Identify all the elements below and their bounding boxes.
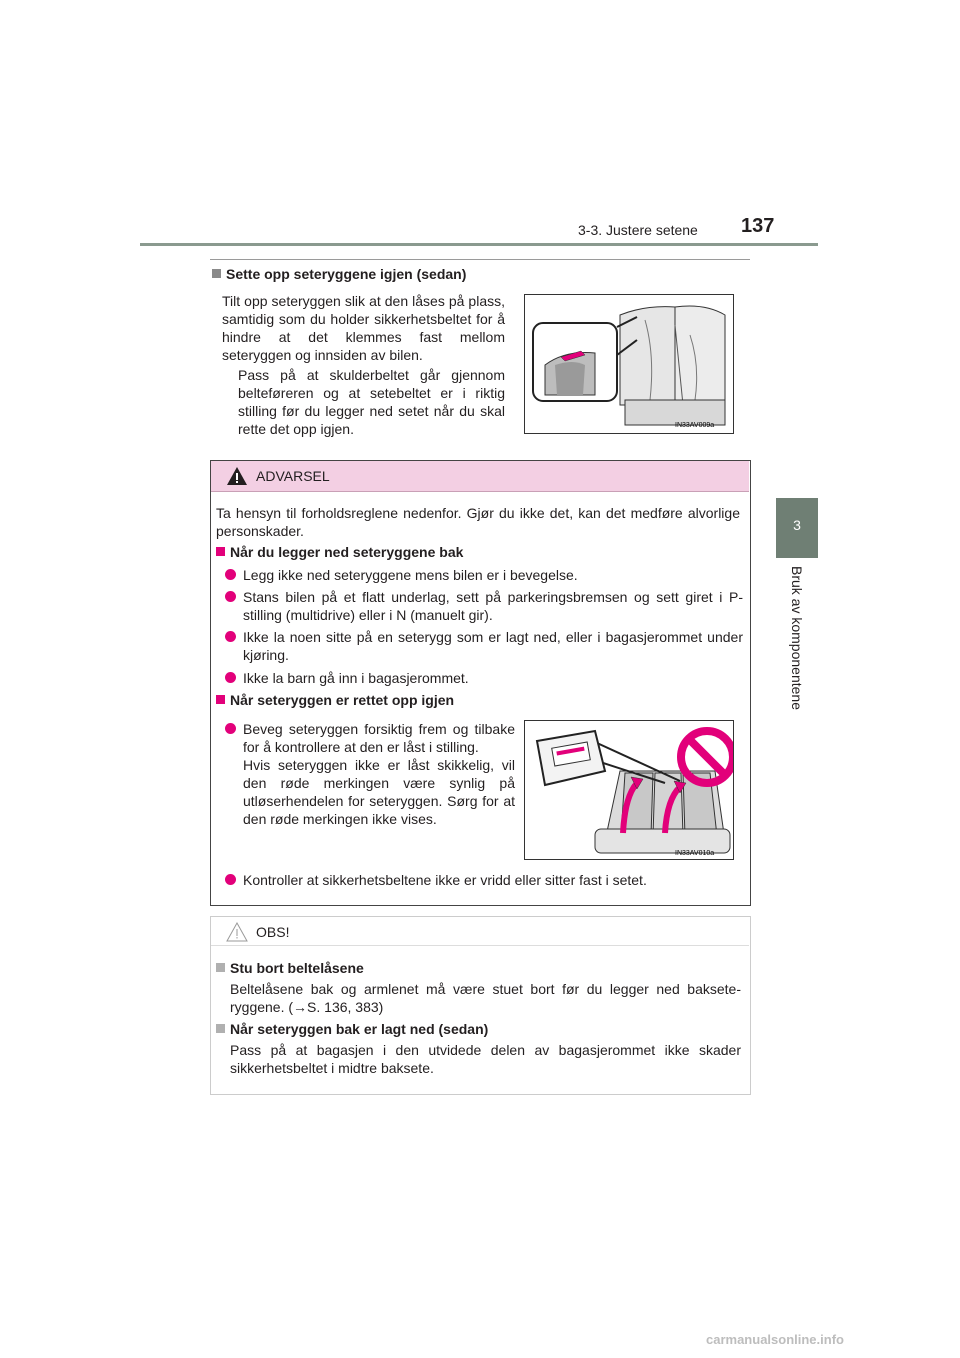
side-tab-number: 3: [793, 517, 801, 533]
side-tab-label: Bruk av komponentene: [789, 566, 805, 710]
list-item: Kontroller at sikkerhetsbeltene ikke er vridd eller sitter fast i setet.: [225, 871, 743, 889]
chapter-title: 3-3. Justere setene: [578, 222, 698, 238]
bullet-dot-icon: [225, 672, 236, 683]
page-number: 137: [741, 215, 775, 237]
notice-subheading: Stu bort beltelåsene: [216, 960, 364, 976]
notice-paragraph: Beltelåsene bak og armlenet må være stuet bort før du legger ned bakseteryggene. (→S. 136, 383): [230, 981, 741, 1015]
list-item: [225, 720, 515, 828]
warning-intro: Ta hensyn til forholdsreglene nedenfor. Gjør du ikke det, kan det medføre alvorlige personskader.: [216, 505, 740, 539]
figure-code: IN33AV010a: [675, 850, 715, 857]
notice-header: [211, 917, 749, 946]
warning-title: ADVARSEL: [256, 468, 330, 484]
list-item: Ikke la barn gå inn i bagasjerommet.: [225, 669, 743, 687]
notice-subheading: Når seteryggen bak er lagt ned (sedan): [216, 1021, 488, 1037]
bullet-dot-icon: [225, 874, 236, 885]
watermark: carmanualsonline.info: [706, 1332, 844, 1347]
warning-subheading: Når seteryggen er rettet opp igjen: [216, 692, 454, 708]
section-note: Pass på at skulderbeltet går gjennom belteføreren og at setebeltet er i riktig stilling før du legger ned setet når du skal rette det opp igjen.: [238, 367, 505, 437]
warning-subheading: Når du legger ned seteryggene bak: [216, 544, 463, 560]
list-item: Ikke la noen sitte på en seterygg som er lagt ned, eller i bagasjerommet under kjøring.: [225, 628, 743, 664]
caution-triangle-icon: [226, 922, 248, 947]
bullet-dot-icon: [225, 723, 236, 734]
bullet-text: Beveg seteryggen forsiktig frem og tilbake for å kontrollere at den er låst i stilling.: [243, 721, 515, 755]
section-paragraph: Tilt opp seteryggen slik at den låses på plass, samtidig som du holder sikkerhetsbeltet for å hindre at det klemmes fast mellom seteryggen og innsiden av bilen.: [222, 293, 505, 363]
notice-title: OBS!: [256, 924, 290, 940]
bullet-dot-icon: [225, 631, 236, 642]
header-rule: [140, 243, 818, 246]
bullet-dot-icon: [225, 591, 236, 602]
seat-belt-illustration: [524, 294, 734, 434]
section-heading: Sette opp seteryggene igjen (sedan): [212, 266, 466, 282]
figure-code: IN33AV009a: [675, 422, 715, 429]
list-item: Stans bilen på et flatt underlag, sett på parkeringsbremsen og sett giret i P-stilling (multidrive) eller i N (manuelt gir).: [225, 588, 743, 624]
content-rule: [210, 259, 750, 260]
seat-lock-illustration: [524, 720, 734, 860]
list-item: Legg ikke ned seteryggene mens bilen er i bevegelse.: [225, 566, 743, 584]
notice-paragraph: Pass på at bagasjen i den utvidede delen av bagasjerommet ikke skader sikkerhetsbeltet i midtre baksete.: [230, 1042, 741, 1076]
bullet-dot-icon: [225, 569, 236, 580]
warning-triangle-icon: [226, 466, 248, 491]
bullet-text: Hvis seteryggen ikke er låst skikkelig, vil den røde merkingen være synlig på utløserhendelen for seteryggen. Sørg for at den røde merkingen ikke vises.: [243, 757, 515, 827]
